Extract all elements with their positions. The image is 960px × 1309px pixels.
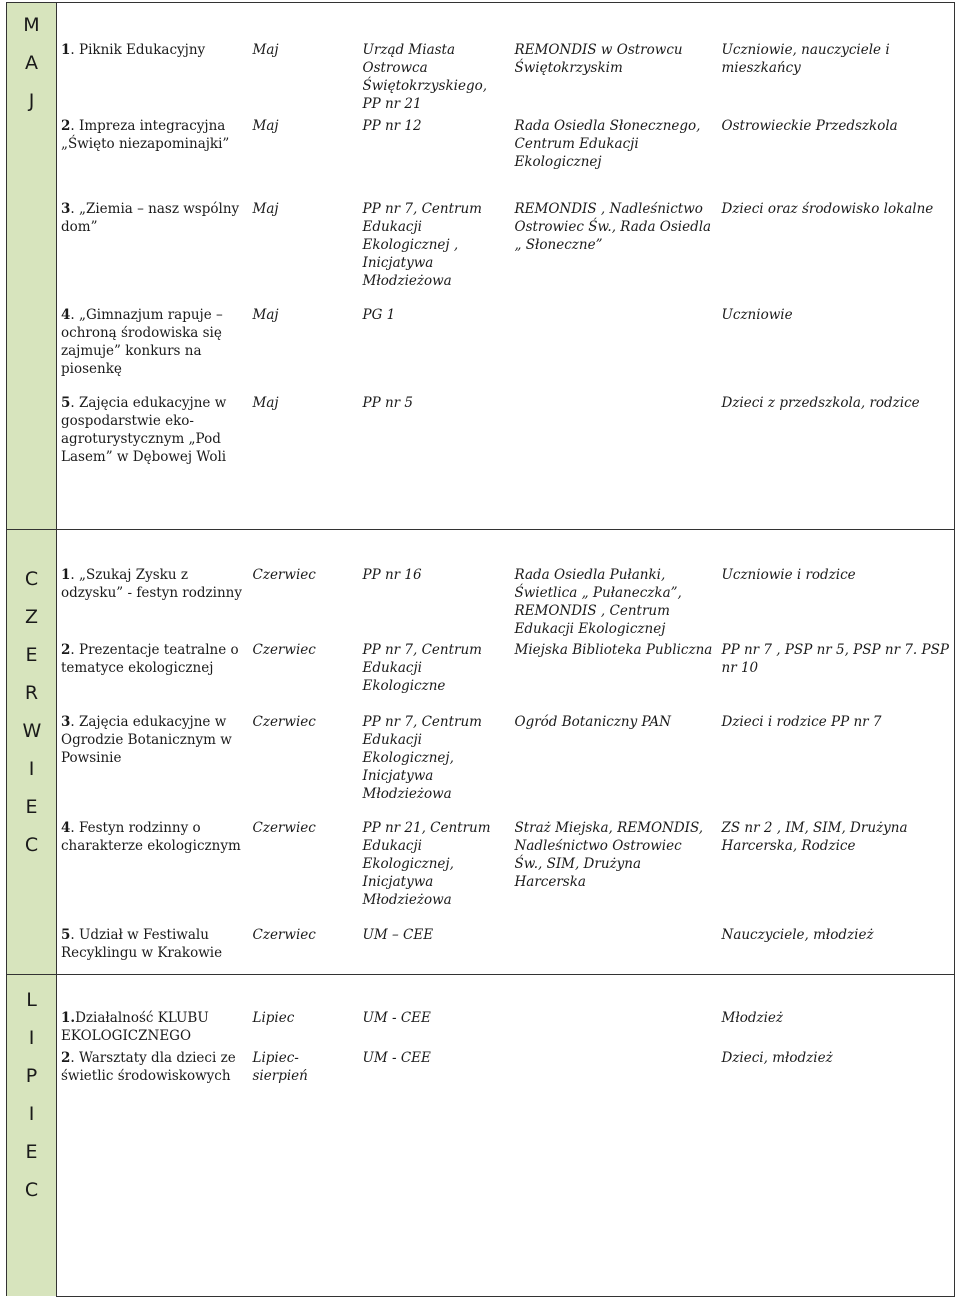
table-row bbox=[7, 710, 955, 816]
events-table bbox=[6, 2, 955, 1297]
event-target: Uczniowie, nauczyciele i mieszkańcy bbox=[718, 3, 955, 114]
row-number: 1 bbox=[61, 42, 71, 58]
table-row bbox=[7, 923, 955, 975]
table-row bbox=[7, 113, 955, 194]
event-title: . Impreza integracyjna „Święto niezapominajki” bbox=[61, 118, 230, 152]
event-term: Czerwiec bbox=[249, 529, 359, 638]
event-partner bbox=[511, 923, 718, 975]
event-title: . „Szukaj Zysku z odzysku” - festyn rodzinny bbox=[61, 566, 242, 601]
event-title: . Zajęcia edukacyjne w Ogrodzie Botanicznym w Powsinie bbox=[61, 713, 232, 766]
event-term: Czerwiec bbox=[252, 641, 316, 658]
row-number: 4 bbox=[61, 307, 71, 323]
table-row bbox=[7, 194, 955, 300]
event-organizer: Urząd Miasta Ostrowca Świętokrzyskiego, PP nr 21 bbox=[359, 3, 511, 114]
table-row bbox=[7, 388, 955, 529]
table-row bbox=[7, 1045, 955, 1296]
table-row bbox=[7, 3, 955, 114]
event-title: . Prezentacje teatralne o tematyce ekologicznej bbox=[61, 641, 239, 676]
event-term: Czerwiec bbox=[252, 713, 316, 730]
event-term: Czerwiec bbox=[252, 926, 316, 943]
table-row bbox=[7, 816, 955, 923]
event-target: Dzieci i rodzice PP nr 7 bbox=[718, 710, 955, 816]
month-label-czerwiec bbox=[7, 529, 57, 975]
event-term: Czerwiec bbox=[252, 819, 316, 836]
event-partner: Straż Miejska, REMONDIS, Nadleśnictwo Ostrowiec Św., SIM, Drużyna Harcerska bbox=[514, 819, 704, 890]
event-partner bbox=[511, 975, 718, 1046]
event-organizer: PP nr 12 bbox=[362, 118, 422, 134]
event-partner bbox=[511, 388, 718, 529]
row-number: 1 bbox=[61, 566, 71, 583]
event-target: Nauczyciele, młodzież bbox=[718, 923, 955, 975]
row-number: 5 bbox=[61, 395, 71, 411]
event-organizer: PP nr 16 bbox=[359, 529, 511, 638]
event-term: Maj bbox=[249, 3, 359, 114]
row-number: 4 bbox=[61, 819, 71, 836]
event-partner bbox=[511, 300, 718, 388]
event-target: PP nr 7 , PSP nr 5, PSP nr 7. PSP nr 10 bbox=[718, 638, 955, 710]
row-number: 1. bbox=[61, 1010, 76, 1026]
event-title: . Warsztaty dla dzieci ze świetlic środowiskowych bbox=[61, 1050, 236, 1084]
event-title: . „Gimnazjum rapuje – ochroną środowiska się zajmuje” konkurs na piosenkę bbox=[61, 307, 223, 377]
row-number: 2 bbox=[61, 1050, 71, 1066]
row-number: 3 bbox=[61, 713, 71, 730]
event-partner: REMONDIS , Nadleśnictwo Ostrowiec Św., Rada Osiedla „ Słoneczne” bbox=[514, 201, 712, 253]
event-term: Maj bbox=[252, 201, 279, 217]
table-row bbox=[7, 975, 955, 1046]
event-title: . Piknik Edukacyjny bbox=[70, 42, 206, 58]
event-organizer: PP nr 5 bbox=[362, 395, 413, 411]
row-number: 3 bbox=[61, 201, 71, 217]
event-target: Uczniowie bbox=[718, 300, 955, 388]
event-target: Dzieci, młodzież bbox=[718, 1045, 955, 1296]
row-number: 5 bbox=[61, 926, 71, 943]
row-number: 2 bbox=[61, 118, 71, 134]
event-target: Dzieci oraz środowisko lokalne bbox=[718, 194, 955, 300]
event-partner bbox=[511, 1045, 718, 1296]
event-target: ZS nr 2 , IM, SIM, Drużyna Harcerska, Rodzice bbox=[718, 816, 955, 923]
month-letters: L I P I E C bbox=[24, 989, 39, 1201]
event-partner: Miejska Biblioteka Publiczna bbox=[514, 641, 713, 658]
event-organizer: PP nr 7, Centrum Edukacji Ekologicznej, Inicjatywa Młodzieżowa bbox=[362, 713, 482, 802]
event-term: Lipiec- sierpień bbox=[249, 1045, 359, 1296]
event-title: . Udział w Festiwalu Recyklingu w Krakowie bbox=[61, 926, 223, 961]
table-row bbox=[7, 300, 955, 388]
month-label-lipiec bbox=[7, 975, 57, 1297]
event-partner: Rada Osiedla Słonecznego, Centrum Edukacji Ekologicznej bbox=[514, 118, 701, 170]
event-target: Młodzież bbox=[718, 975, 955, 1046]
event-title: . „Ziemia – nasz wspólny dom” bbox=[61, 201, 240, 235]
event-term: Maj bbox=[252, 395, 279, 411]
event-organizer: UM - CEE bbox=[359, 1045, 511, 1296]
event-organizer: PP nr 7, Centrum Edukacji Ekologicznej , Inicjatywa Młodzieżowa bbox=[362, 201, 482, 289]
event-target: Dzieci z przedszkola, rodzice bbox=[718, 388, 955, 529]
row-number: 2 bbox=[61, 641, 71, 658]
event-organizer: UM – CEE bbox=[362, 926, 434, 943]
month-letters: M A J bbox=[23, 14, 40, 112]
event-organizer: UM - CEE bbox=[359, 975, 511, 1046]
event-target: Uczniowie i rodzice bbox=[718, 529, 955, 638]
event-term: Maj bbox=[252, 307, 279, 323]
event-title: Działalność KLUBU EKOLOGICZNEGO bbox=[61, 1010, 209, 1044]
event-partner: REMONDIS w Ostrowcu Świętokrzyskim bbox=[511, 3, 718, 114]
event-organizer: PP nr 21, Centrum Edukacji Ekologicznej, Inicjatywa Młodzieżowa bbox=[362, 819, 491, 908]
event-term: Lipiec bbox=[249, 975, 359, 1046]
event-target: Ostrowieckie Przedszkola bbox=[718, 113, 955, 194]
event-organizer: PG 1 bbox=[362, 307, 396, 323]
event-partner: Ogród Botaniczny PAN bbox=[514, 713, 671, 730]
event-title: . Festyn rodzinny o charakterze ekologicznym bbox=[61, 819, 241, 854]
month-label-maj bbox=[7, 3, 57, 530]
table-row bbox=[7, 529, 955, 638]
table-row bbox=[7, 638, 955, 710]
event-term: Maj bbox=[252, 118, 279, 134]
event-title: . Zajęcia edukacyjne w gospodarstwie eko-agroturystycznym „Pod Lasem” w Dębowej Woli bbox=[61, 395, 227, 465]
event-organizer: PP nr 7, Centrum Edukacji Ekologiczne bbox=[362, 641, 482, 694]
event-partner: Rada Osiedla Pułanki, Świetlica „ Pułaneczka”, REMONDIS , Centrum Edukacji Ekologicznej bbox=[511, 529, 718, 638]
month-letters: C Z E R W I E C bbox=[22, 567, 42, 856]
